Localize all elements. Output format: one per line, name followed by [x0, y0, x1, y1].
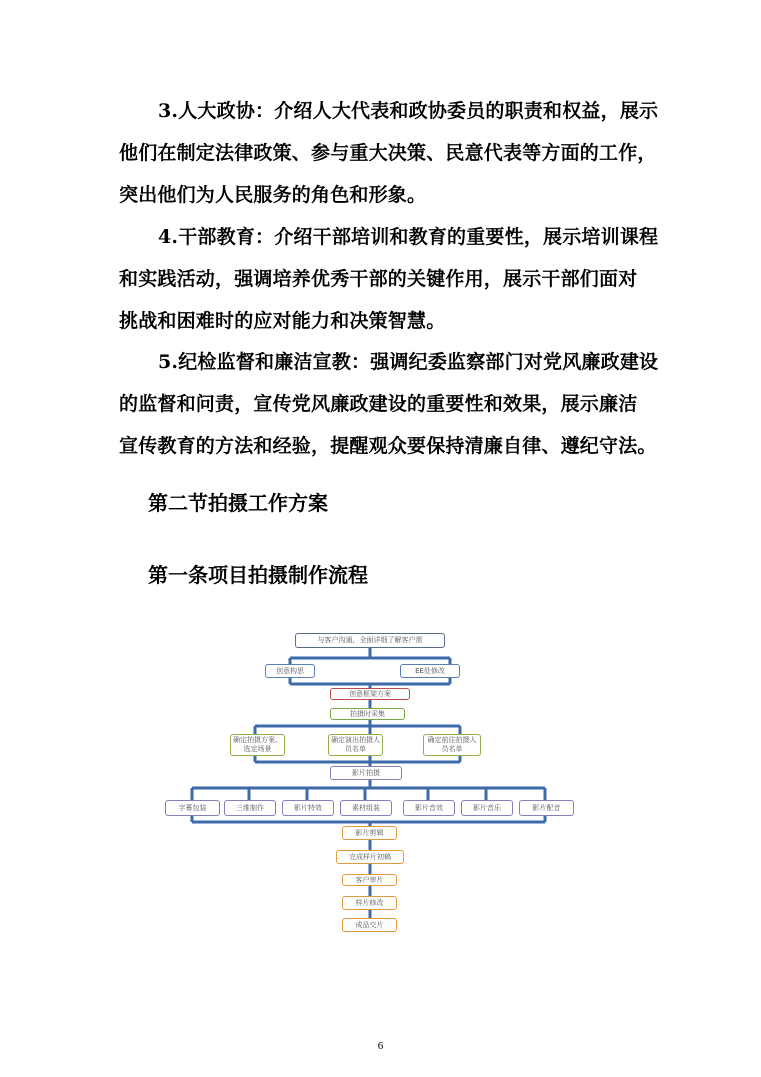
para-3-line-3: 宣传教育的方法和经验，提醒观众要保持清廉自律、遵纪守法。	[119, 435, 657, 457]
flow-post-node-3: 影片特效	[282, 800, 334, 816]
flow-prep-node-1: 确定拍摄方案、选定场景	[230, 734, 285, 756]
flow-shooting-plan-node: 拍摄时采集	[330, 708, 405, 720]
flow-post-node-5: 影片音效	[403, 800, 455, 816]
flow-branch-right: EE处修改	[400, 664, 460, 678]
flow-top-node: 与客户沟通，全面详细了解客户需	[295, 633, 445, 648]
para-3-line-1: 5.纪检监督和廉洁宣教：强调纪委监察部门对党风廉政建设	[158, 351, 659, 373]
para-2-line-3: 挑战和困难时的应对能力和决策智慧。	[119, 310, 446, 332]
flow-finish-node: 完成样片初稿	[336, 850, 404, 864]
flow-shoot-node: 影片拍摄	[330, 766, 402, 780]
page-number: 6	[377, 1040, 384, 1052]
flow-plan-node: 创意框架方案	[330, 688, 410, 700]
flow-post-node-2: 三维制作	[224, 800, 276, 816]
para-3-line-2: 的监督和问责，宣传党风廉政建设的重要性和效果，展示廉洁	[119, 393, 638, 415]
production-flowchart	[160, 628, 580, 938]
flowchart-connectors	[160, 628, 580, 938]
section-heading: 第二节拍摄工作方案	[148, 491, 328, 515]
flow-post-node-4: 素材组装	[340, 800, 392, 816]
flow-post-node-1: 字幕包装	[165, 800, 220, 816]
flow-post-node-6: 影片音乐	[461, 800, 513, 816]
flow-branch-left: 创意构思	[265, 664, 315, 678]
flow-review-node: 客户审片	[342, 874, 397, 886]
flow-edit-node: 影片剪辑	[342, 826, 397, 840]
para-2-line-2: 和实践活动，强调培养优秀干部的关键作用，展示干部们面对	[119, 268, 638, 290]
para-1-line-3: 突出他们为人民服务的角色和形象。	[119, 184, 427, 206]
para-1-line-2: 他们在制定法律政策、参与重大决策、民意代表等方面的工作，	[119, 142, 657, 164]
flow-revise-node: 样片修改	[342, 896, 397, 910]
flow-final-node: 成品交片	[342, 918, 397, 932]
flow-prep-node-3: 确定前往拍摄人员名单	[423, 734, 481, 756]
flow-post-node-7: 影片配音	[519, 800, 574, 816]
article-heading: 第一条项目拍摄制作流程	[148, 563, 368, 587]
para-2-line-1: 4.干部教育：介绍干部培训和教育的重要性，展示培训课程	[158, 226, 659, 248]
para-1-line-1: 3.人大政协：介绍人大代表和政协委员的职责和权益，展示	[158, 100, 659, 122]
flow-prep-node-2: 确定演出拍摄人员名单	[328, 734, 383, 756]
